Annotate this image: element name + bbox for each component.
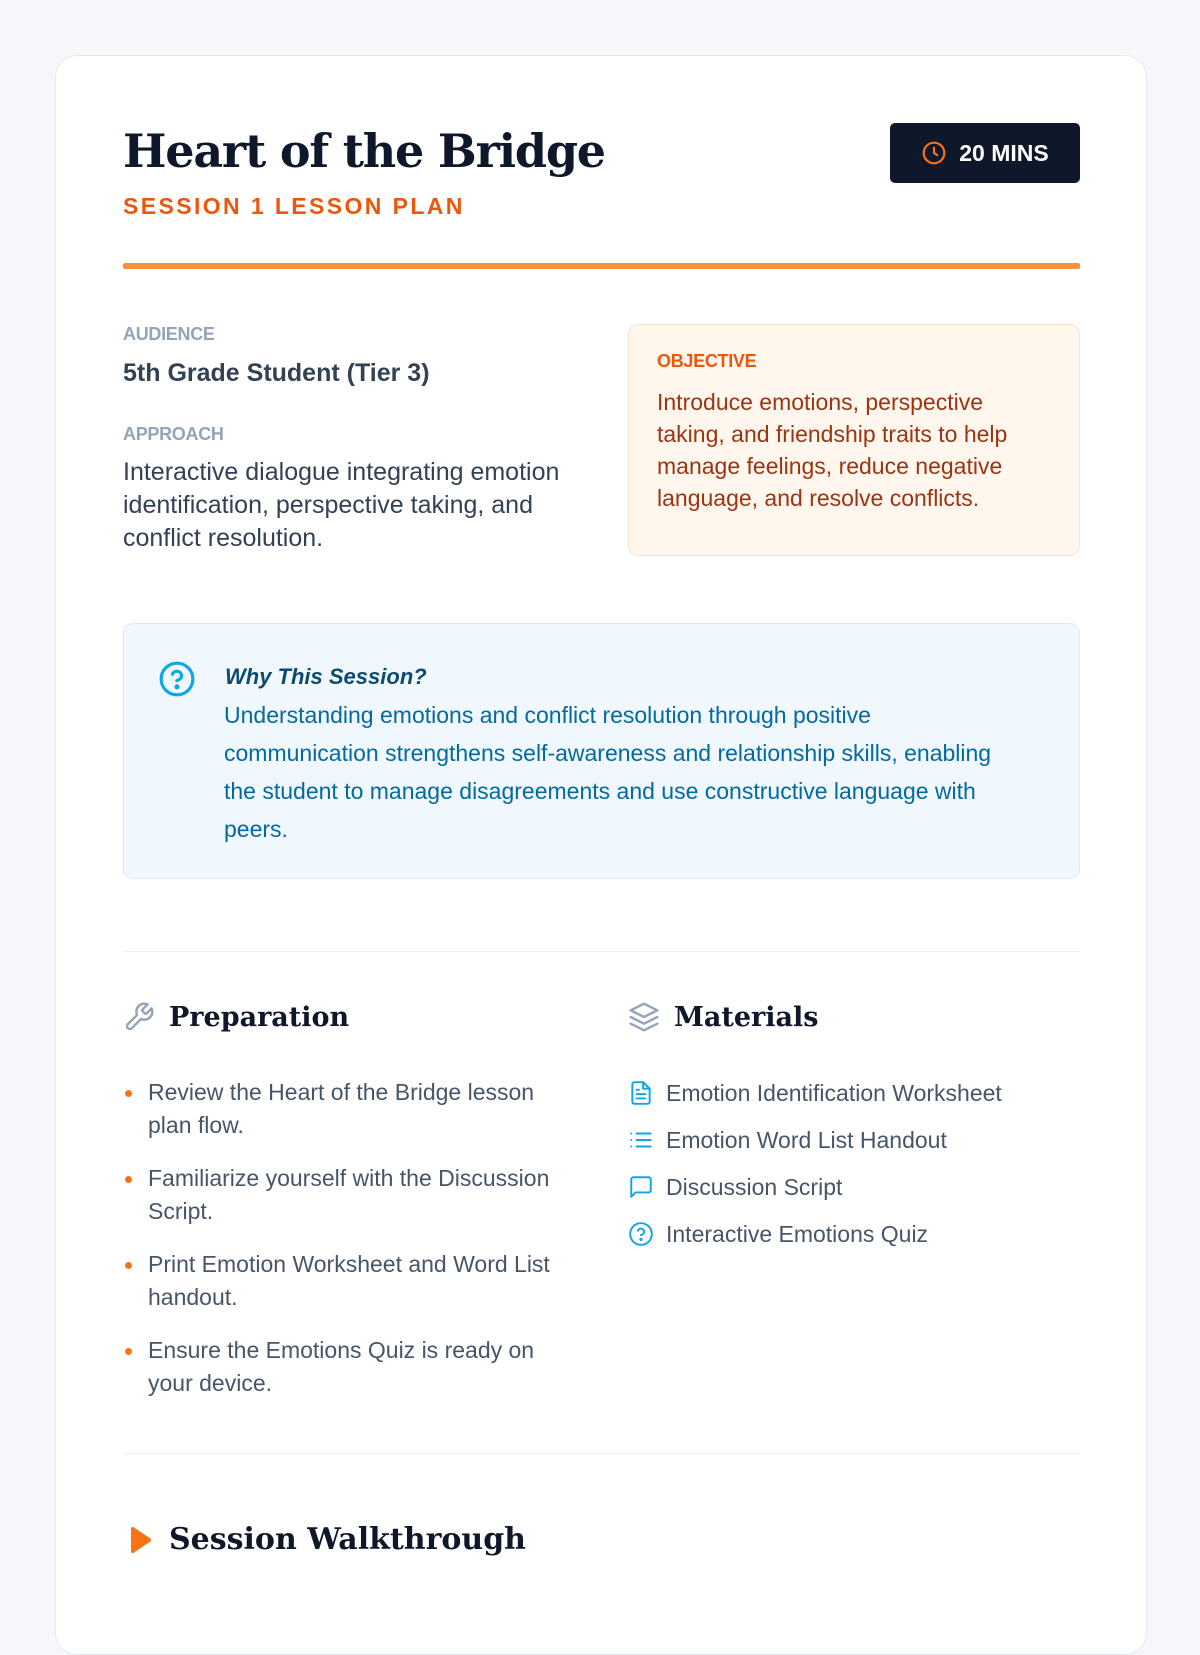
materials-heading (628, 1001, 818, 1033)
bullet-dot (125, 1262, 132, 1269)
objective-text: Introduce emotions, perspective taking, and friendship traits to help manage feelings, reduce negative language, and resolve conflicts. (657, 389, 1008, 511)
list-icon (628, 1127, 654, 1153)
list-item[interactable] (628, 1123, 1078, 1157)
audience-value: 5th Grade Student (Tier 3) (123, 359, 430, 387)
document-icon (628, 1080, 654, 1106)
bullet-dot (125, 1348, 132, 1355)
material-label: Emotion Identification Worksheet (666, 1079, 1002, 1106)
layers-icon (628, 1001, 660, 1033)
list-item: Ensure the Emotions Quiz is ready on your device. (123, 1334, 573, 1400)
preparation-heading (123, 1001, 349, 1033)
why-this-session-box (123, 623, 1080, 879)
objective-label: OBJECTIVE (657, 351, 757, 371)
materials-title: Materials (674, 1001, 819, 1033)
wrench-icon (123, 1001, 155, 1033)
walkthrough-title: Session Walkthrough (169, 1522, 526, 1557)
bullet-dot (125, 1090, 132, 1097)
section-divider (123, 951, 1080, 952)
duration-badge (890, 123, 1080, 183)
list-item: Familiarize yourself with the Discussion Script. (123, 1162, 573, 1228)
approach-text: Interactive dialogue integrating emotion identification, perspective taking, and conflict resolution. (123, 458, 560, 552)
material-label: Interactive Emotions Quiz (666, 1220, 929, 1247)
section-divider (123, 1453, 1080, 1454)
bullet-dot (125, 1176, 132, 1183)
page-title: Heart of the Bridge (123, 124, 605, 178)
list-item: Print Emotion Worksheet and Word List handout. (123, 1248, 573, 1314)
materials-list (628, 1076, 1078, 1264)
list-item[interactable] (628, 1170, 1078, 1204)
lesson-plan-card (55, 55, 1147, 1655)
why-title: Why This Session? (225, 664, 427, 689)
why-text: Understanding emotions and conflict resolution through positive communication strengthens self-awareness and relationship skills, enabling the student to manage disagreements and use constructive language with peers. (224, 702, 992, 842)
list-item[interactable] (628, 1076, 1078, 1110)
page-subtitle: SESSION 1 LESSON PLAN (123, 193, 465, 219)
approach-label: APPROACH (123, 424, 224, 444)
question-circle-icon (158, 660, 196, 698)
play-icon (123, 1524, 155, 1556)
list-item[interactable] (628, 1217, 1078, 1251)
material-label: Emotion Word List Handout (666, 1126, 947, 1153)
audience-label: AUDIENCE (123, 324, 215, 344)
preparation-title: Preparation (169, 1001, 350, 1033)
header-divider (123, 263, 1080, 269)
question-circle-icon (628, 1221, 654, 1247)
walkthrough-heading (123, 1522, 526, 1557)
objective-box (628, 324, 1080, 556)
list-item: Review the Heart of the Bridge lesson plan flow. (123, 1076, 573, 1142)
clock-icon (921, 140, 947, 166)
chat-icon (628, 1174, 654, 1200)
preparation-list (123, 1076, 573, 1420)
duration-label: 20 MINS (959, 139, 1049, 166)
material-label: Discussion Script (666, 1173, 843, 1200)
